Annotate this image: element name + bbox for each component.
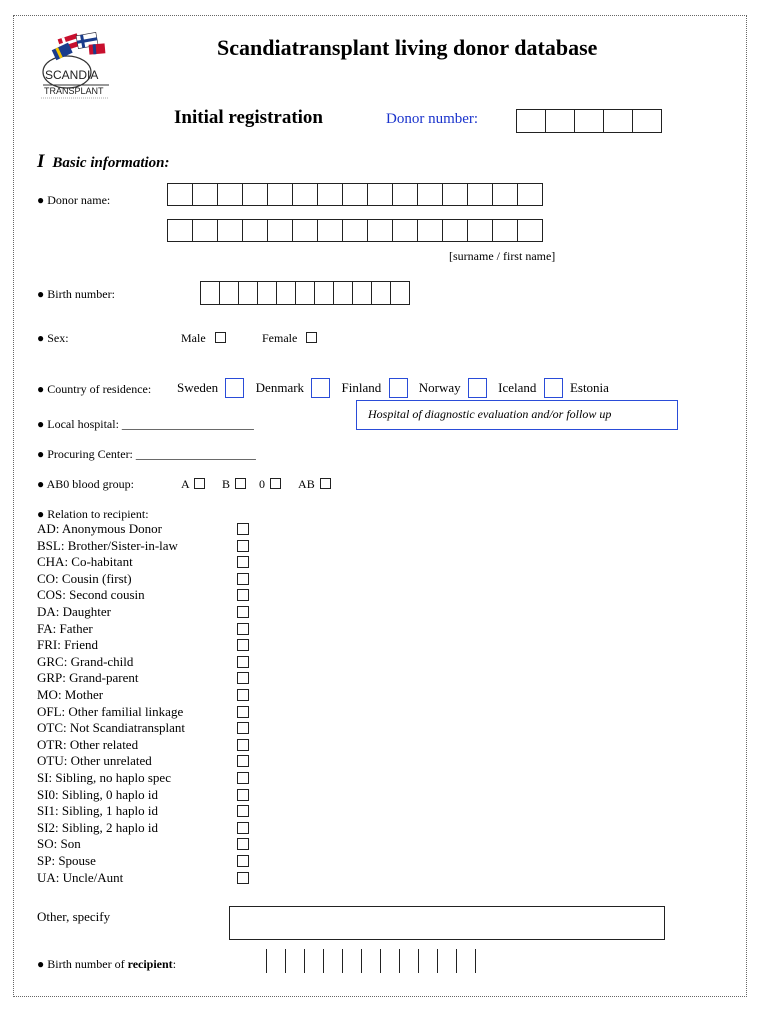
relation-checkbox[interactable] bbox=[237, 606, 249, 618]
page-title: Scandiatransplant living donor database bbox=[217, 35, 598, 60]
relation-checkbox[interactable] bbox=[237, 739, 249, 751]
digit-cell[interactable] bbox=[242, 219, 268, 242]
relation-checkbox[interactable] bbox=[237, 706, 249, 718]
relation-option-label: BSL: Brother/Sister-in-law bbox=[37, 537, 178, 553]
digit-cell[interactable] bbox=[292, 183, 318, 206]
digit-cell[interactable] bbox=[371, 281, 391, 305]
digit-cell[interactable] bbox=[342, 219, 368, 242]
digit-cell[interactable] bbox=[242, 183, 268, 206]
digit-cell[interactable] bbox=[217, 183, 243, 206]
digit-cell[interactable] bbox=[285, 949, 305, 973]
donor-name-label: ● Donor name: bbox=[37, 193, 111, 207]
relation-option-label: FA: Father bbox=[37, 620, 93, 636]
relation-option-label: MO: Mother bbox=[37, 687, 104, 702]
digit-cell[interactable] bbox=[333, 281, 353, 305]
relation-checkbox[interactable] bbox=[237, 755, 249, 767]
female-checkbox[interactable] bbox=[306, 332, 317, 343]
form-subtitle: Initial registration bbox=[174, 107, 324, 128]
relation-checkbox[interactable] bbox=[237, 623, 249, 635]
relation-option-label: FRI: Friend bbox=[37, 637, 99, 653]
birth-number-field[interactable] bbox=[200, 281, 409, 305]
digit-cell[interactable] bbox=[257, 281, 277, 305]
digit-cell[interactable] bbox=[467, 183, 493, 206]
digit-cell[interactable] bbox=[219, 281, 239, 305]
relation-option-label: GRC: Grand-child bbox=[37, 653, 134, 669]
digit-cell[interactable] bbox=[417, 219, 443, 242]
svg-text:SCANDIA: SCANDIA bbox=[45, 68, 99, 82]
country-estonia: Estonia bbox=[569, 380, 609, 395]
digit-cell[interactable] bbox=[317, 219, 343, 242]
relation-checkbox[interactable] bbox=[237, 789, 249, 801]
digit-cell[interactable] bbox=[238, 281, 258, 305]
relation-option-label: OTR: Other related bbox=[37, 736, 139, 752]
relation-option-label: GRP: Grand-parent bbox=[37, 670, 139, 686]
other-specify-input[interactable] bbox=[229, 906, 665, 940]
sex-male-option[interactable] bbox=[181, 331, 226, 346]
relation-option-label: AD: Anonymous Donor bbox=[37, 521, 162, 536]
relation-option-label: CO: Cousin (first) bbox=[37, 570, 132, 586]
relation-checkbox[interactable] bbox=[237, 639, 249, 651]
digit-cell[interactable] bbox=[167, 219, 193, 242]
blood-type-b: B bbox=[222, 477, 231, 491]
digit-cell[interactable] bbox=[323, 949, 343, 973]
female-label: Female bbox=[262, 331, 298, 345]
digit-cell[interactable] bbox=[456, 949, 476, 973]
section-heading: I Basic information: bbox=[37, 151, 170, 172]
digit-cell[interactable] bbox=[342, 183, 368, 206]
digit-cell[interactable] bbox=[467, 219, 493, 242]
donor-number-label: Donor number: bbox=[386, 111, 479, 127]
relation-option-label: OTU: Other unrelated bbox=[37, 753, 152, 769]
relation-option-label: COS: Second cousin bbox=[37, 587, 145, 603]
blood-0-checkbox[interactable] bbox=[270, 478, 281, 489]
relation-option-label: DA: Daughter bbox=[37, 604, 112, 619]
birth-number-label: ● Birth number: bbox=[37, 287, 115, 301]
blood-type-a: A bbox=[181, 477, 190, 491]
relation-checkbox[interactable] bbox=[237, 672, 249, 684]
relation-checkbox[interactable] bbox=[237, 722, 249, 734]
blood-a-checkbox[interactable] bbox=[194, 478, 205, 489]
iceland-checkbox[interactable] bbox=[544, 378, 563, 398]
relation-option-label: SP: Spouse bbox=[37, 853, 96, 868]
other-specify-label: Other, specify bbox=[37, 909, 111, 924]
digit-cell[interactable] bbox=[492, 183, 518, 206]
relation-checkbox[interactable] bbox=[237, 838, 249, 850]
relation-label: ● Relation to recipient: bbox=[37, 507, 149, 521]
digit-cell[interactable] bbox=[267, 183, 293, 206]
country-denmark: Denmark bbox=[255, 380, 305, 395]
recipient-birth-number-field[interactable] bbox=[266, 949, 475, 973]
relation-option-label: SI0: Sibling, 0 haplo id bbox=[37, 786, 158, 802]
relation-checkbox[interactable] bbox=[237, 805, 249, 817]
digit-cell[interactable] bbox=[292, 219, 318, 242]
digit-cell[interactable] bbox=[442, 183, 468, 206]
local-hospital-field[interactable]: ● Local hospital: ______________________ bbox=[37, 417, 254, 431]
blood-type-0: 0 bbox=[259, 477, 266, 491]
digit-cell[interactable] bbox=[367, 219, 393, 242]
blood-group-options bbox=[181, 477, 331, 492]
relation-checkbox[interactable] bbox=[237, 523, 249, 535]
recipient-birth-number-label: ● Birth number of recipient: bbox=[37, 957, 177, 971]
digit-cell[interactable] bbox=[217, 219, 243, 242]
finland-checkbox[interactable] bbox=[389, 378, 408, 398]
donor-number-field[interactable] bbox=[516, 109, 661, 133]
relation-checkbox[interactable] bbox=[237, 689, 249, 701]
country-options bbox=[177, 378, 609, 398]
digit-cell[interactable] bbox=[342, 949, 362, 973]
relation-checkbox[interactable] bbox=[237, 772, 249, 784]
digit-cell[interactable] bbox=[418, 949, 438, 973]
digit-cell[interactable] bbox=[317, 183, 343, 206]
blood-ab-checkbox[interactable] bbox=[320, 478, 331, 489]
digit-cell[interactable] bbox=[314, 281, 334, 305]
country-sweden: Sweden bbox=[177, 380, 219, 395]
digit-cell[interactable] bbox=[200, 281, 220, 305]
digit-cell[interactable] bbox=[276, 281, 296, 305]
sex-female-option[interactable] bbox=[262, 331, 317, 346]
norway-checkbox[interactable] bbox=[468, 378, 487, 398]
relation-checkbox[interactable] bbox=[237, 589, 249, 601]
relation-checkbox[interactable] bbox=[237, 573, 249, 585]
digit-cell[interactable] bbox=[492, 219, 518, 242]
digit-cell[interactable] bbox=[399, 949, 419, 973]
digit-cell[interactable] bbox=[361, 949, 381, 973]
blood-type-ab: AB bbox=[298, 477, 315, 491]
male-label: Male bbox=[181, 331, 206, 345]
svg-text:TRANSPLANT: TRANSPLANT bbox=[44, 86, 104, 96]
relation-option-label: OTC: Not Scandiatransplant bbox=[37, 720, 186, 736]
digit-cell[interactable] bbox=[442, 219, 468, 242]
relation-checkbox[interactable] bbox=[237, 855, 249, 867]
sweden-checkbox[interactable] bbox=[225, 378, 244, 398]
male-checkbox[interactable] bbox=[215, 332, 226, 343]
country-finland: Finland bbox=[341, 380, 382, 395]
relation-checkbox[interactable] bbox=[237, 556, 249, 568]
donor-firstname-field[interactable] bbox=[167, 219, 542, 242]
relation-option-label: SI2: Sibling, 2 haplo id bbox=[37, 819, 158, 835]
relation-checkbox[interactable] bbox=[237, 872, 249, 884]
digit-cell[interactable] bbox=[380, 949, 400, 973]
digit-cell[interactable] bbox=[417, 183, 443, 206]
digit-cell[interactable] bbox=[167, 183, 193, 206]
digit-cell[interactable] bbox=[192, 219, 218, 242]
digit-cell[interactable] bbox=[295, 281, 315, 305]
country-norway: Norway bbox=[418, 380, 461, 395]
relation-option-label: SI1: Sibling, 1 haplo id bbox=[37, 803, 158, 819]
hospital-hint-box: Hospital of diagnostic evaluation and/or follow up bbox=[356, 400, 678, 430]
blood-group-label: ● AB0 blood group: bbox=[37, 477, 134, 491]
digit-cell[interactable] bbox=[192, 183, 218, 206]
country-label: ● Country of residence: bbox=[37, 382, 152, 396]
relation-option-label: UA: Uncle/Aunt bbox=[37, 869, 124, 885]
relation-checkbox[interactable] bbox=[237, 540, 249, 552]
digit-cell[interactable] bbox=[392, 183, 418, 206]
denmark-checkbox[interactable] bbox=[311, 378, 330, 398]
country-iceland: Iceland bbox=[498, 380, 537, 395]
digit-cell[interactable] bbox=[304, 949, 324, 973]
relation-option-label: SO: Son bbox=[37, 836, 81, 852]
digit-cell[interactable] bbox=[437, 949, 457, 973]
donor-surname-field[interactable] bbox=[167, 183, 542, 206]
digit-cell[interactable] bbox=[517, 219, 543, 242]
digit-cell[interactable] bbox=[390, 281, 410, 305]
relation-option-label: SI: Sibling, no haplo spec bbox=[37, 770, 171, 785]
relation-option-label: OFL: Other familial linkage bbox=[37, 703, 184, 719]
relation-checkbox[interactable] bbox=[237, 656, 249, 668]
digit-cell[interactable] bbox=[267, 219, 293, 242]
name-format-hint: [surname / first name] bbox=[449, 249, 556, 263]
digit-cell[interactable] bbox=[517, 183, 543, 206]
digit-cell[interactable] bbox=[392, 219, 418, 242]
sex-label: ● Sex: bbox=[37, 331, 69, 345]
relation-checkbox[interactable] bbox=[237, 822, 249, 834]
digit-cell[interactable] bbox=[367, 183, 393, 206]
digit-cell[interactable] bbox=[352, 281, 372, 305]
digit-cell[interactable] bbox=[266, 949, 286, 973]
scandiatransplant-logo bbox=[37, 30, 119, 102]
procuring-center-field[interactable]: ● Procuring Center: ____________________ bbox=[37, 447, 256, 461]
relation-option-label: CHA: Co-habitant bbox=[37, 554, 133, 570]
blood-b-checkbox[interactable] bbox=[235, 478, 246, 489]
